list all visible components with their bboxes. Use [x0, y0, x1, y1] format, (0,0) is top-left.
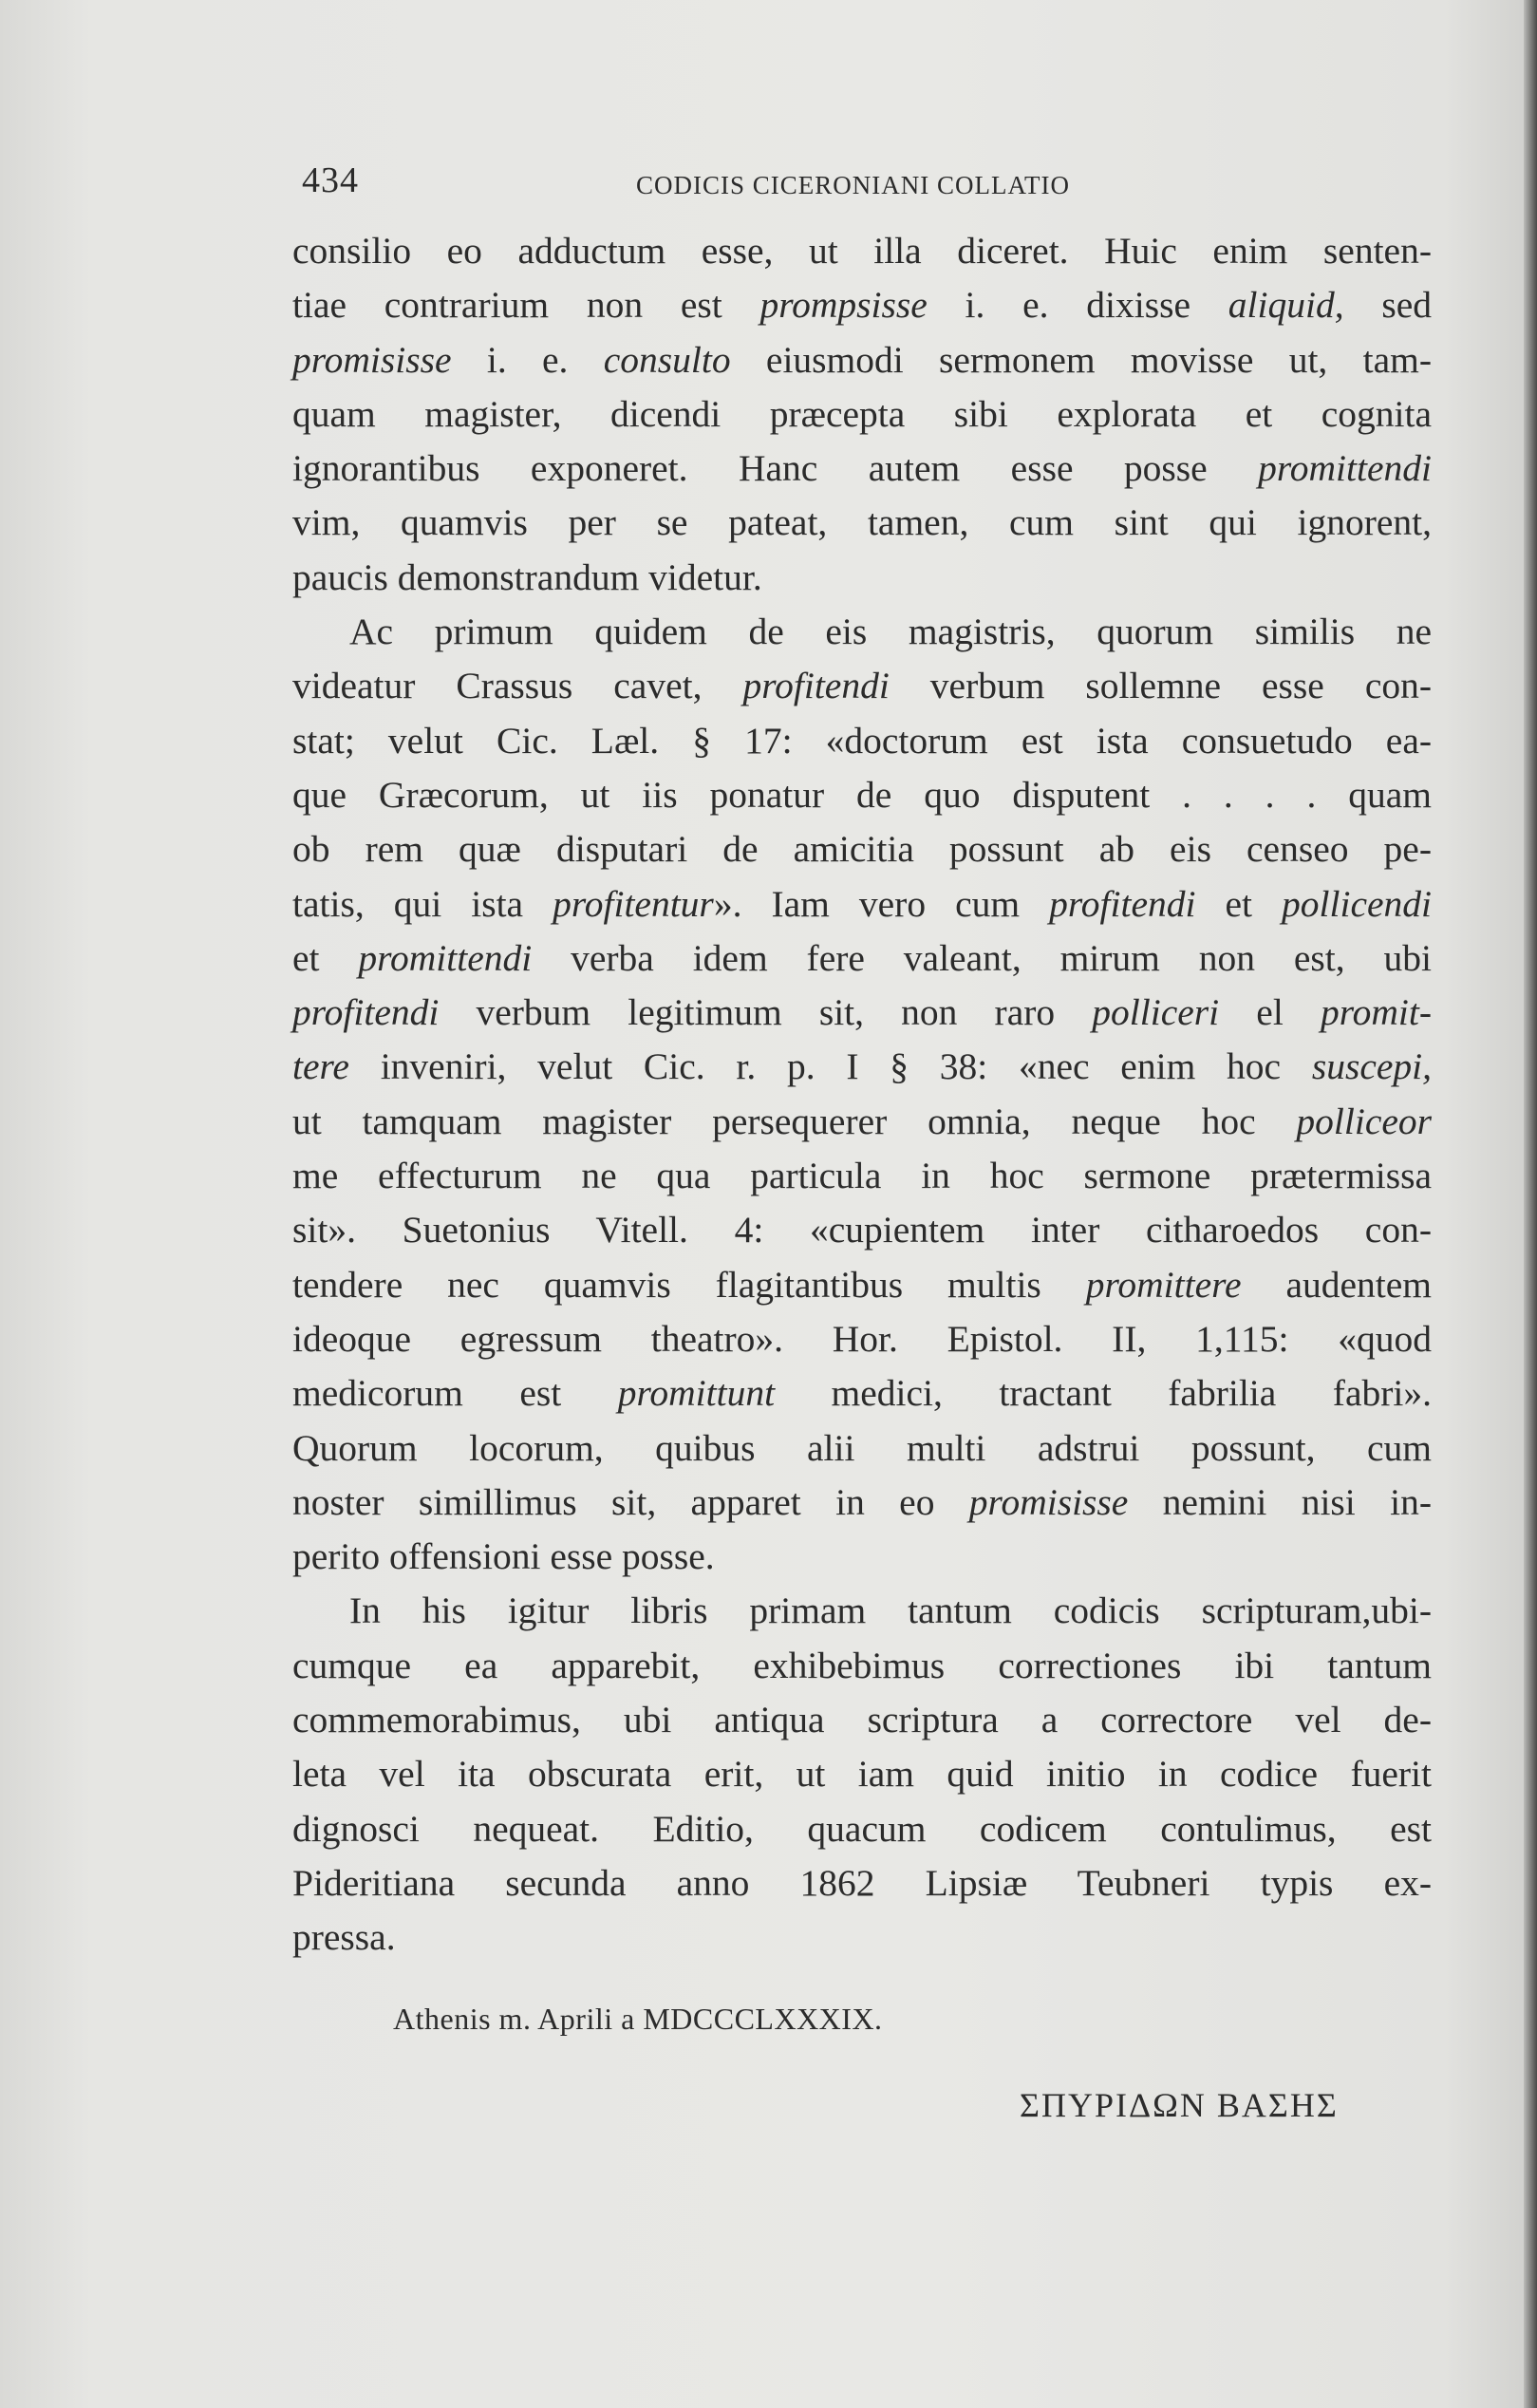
text-run: verbum legitimum sit, non raro: [439, 991, 1093, 1034]
text-line: [292, 714, 1432, 768]
text-line: [292, 1149, 1432, 1203]
italic-term: promittendi: [358, 936, 533, 979]
italic-term: pollicendi: [1282, 882, 1432, 925]
text-line: [292, 1258, 1432, 1312]
text-run: i. e.: [451, 338, 604, 381]
text-run: consilio eo adductum esse, ut illa diceret. Huic enim senten-: [292, 230, 1432, 272]
text-line: [292, 1910, 1432, 1965]
text-run: quam magister, dicendi præcepta sibi explorata et cognita: [292, 392, 1432, 435]
author-signature: ΣΠΥΡΙΔΩΝ ΒΑΣΗΣ: [1020, 2086, 1339, 2124]
text-run: me effecturum ne qua particula in hoc sermone prætermissa: [292, 1155, 1432, 1197]
text-run: et: [292, 936, 359, 979]
italic-term: promittunt: [617, 1372, 776, 1415]
italic-term: polliceor: [1296, 1100, 1432, 1142]
text-run: paucis demonstrandum videtur.: [292, 555, 762, 598]
text-line: [292, 442, 1432, 496]
text-run: medicorum est: [292, 1372, 618, 1415]
text-line: [292, 877, 1432, 931]
text-line: [292, 931, 1432, 986]
italic-term: prompsisse: [759, 284, 928, 327]
text-run: Quorum locorum, quibus alii multi adstrui possunt, cum: [292, 1426, 1432, 1469]
text-run: commemorabimus, ubi antiqua scriptura a correctore vel de-: [292, 1699, 1432, 1741]
text-run: noster simillimus sit, apparet in eo: [292, 1480, 969, 1523]
text-line: [292, 1639, 1432, 1693]
text-run: stat; velut Cic. Læl. § 17: «doctorum est ista consuetudo ea-: [292, 719, 1432, 762]
text-run: Pideritiana secunda anno 1862 Lipsiæ Teubneri typis ex-: [292, 1861, 1432, 1904]
text-line: [292, 224, 1432, 278]
text-line: [292, 822, 1432, 876]
text-run: ob rem quæ disputari de amicitia possunt ab eis censeo pe-: [292, 828, 1432, 871]
text-line: [292, 1747, 1432, 1801]
italic-term: promit-: [1320, 991, 1432, 1034]
text-run: Ac primum quidem de eis magistris, quorum similis ne: [349, 611, 1432, 653]
text-run: dignosci nequeat. Editio, quacum codicem contulimus, est: [292, 1807, 1432, 1850]
italic-term: profitendi: [1049, 882, 1196, 925]
italic-term: promittendi: [1258, 447, 1432, 490]
text-line: [292, 387, 1432, 442]
text-run: tatis, qui ista: [292, 882, 553, 925]
text-run: verba idem fere valeant, mirum non est, ubi: [532, 936, 1432, 979]
text-run: medici, tractant fabrilia fabri».: [775, 1372, 1432, 1415]
text-run: vim, quamvis per se pateat, tamen, cum sint qui ignorent,: [292, 501, 1432, 544]
italic-term: profitendi: [742, 665, 890, 707]
text-run: ut tamquam magister persequerer omnia, neque hoc: [292, 1100, 1297, 1142]
italic-term: promisisse: [292, 338, 452, 381]
text-line: [292, 496, 1432, 550]
text-line: [292, 659, 1432, 713]
text-run: inveniri, velut Cic. r. p. I § 38: «nec enim hoc: [348, 1045, 1312, 1088]
text-run: verbum sollemne esse con-: [889, 665, 1433, 707]
text-line: [292, 1856, 1432, 1910]
italic-term: aliquid,: [1228, 284, 1344, 327]
text-run: audentem: [1241, 1263, 1433, 1306]
text-line: [292, 1203, 1432, 1257]
text-line: [292, 1802, 1432, 1856]
text-line: [292, 768, 1432, 822]
page-edge-shadow: [1524, 0, 1537, 2408]
italic-term: promisisse: [968, 1480, 1129, 1523]
text-run: nemini nisi in-: [1128, 1480, 1432, 1523]
text-run: sed: [1343, 284, 1433, 327]
text-line: [292, 1530, 1432, 1584]
text-line: [292, 1584, 1432, 1638]
italic-term: suscepi,: [1311, 1045, 1432, 1088]
text-run: In his igitur libris primam tantum codicis scripturam,ubi-: [349, 1590, 1432, 1632]
italic-term: profitentur: [553, 882, 714, 925]
text-line: [292, 605, 1432, 659]
text-run: eiusmodi sermonem movisse ut, tam-: [730, 338, 1432, 381]
text-run: el: [1219, 991, 1321, 1034]
text-line: [292, 1312, 1432, 1366]
text-line: [292, 1366, 1432, 1420]
running-title: CODICIS CICERONIANI COLLATIO: [636, 171, 1070, 199]
text-run: perito offensioni esse posse.: [292, 1535, 715, 1578]
body-text: [292, 224, 1432, 1966]
text-run: tendere nec quamvis flagitantibus multis: [292, 1263, 1086, 1306]
text-line: [292, 551, 1432, 605]
page-number: 434: [302, 160, 359, 200]
text-line: [292, 1040, 1432, 1094]
text-run: ». Iam vero cum: [713, 882, 1050, 925]
text-line: [292, 1095, 1432, 1149]
page-header: [302, 160, 1432, 207]
text-run: ignorantibus exponeret. Hanc autem esse posse: [292, 447, 1259, 490]
italic-term: tere: [292, 1045, 349, 1088]
text-run: que Græcorum, ut iis ponatur de quo disputent . . . . quam: [292, 773, 1432, 816]
text-run: ideoque egressum theatro». Hor. Epistol. II, 1,115: «quod: [292, 1317, 1432, 1360]
italic-term: profitendi: [292, 991, 440, 1034]
text-run: pressa.: [292, 1916, 396, 1959]
text-run: videatur Crassus cavet,: [292, 665, 743, 707]
italic-term: promittere: [1085, 1263, 1242, 1306]
text-run: cumque ea apparebit, exhibebimus correctiones ibi tantum: [292, 1644, 1432, 1686]
text-line: [292, 1476, 1432, 1530]
text-line: [292, 1421, 1432, 1476]
text-run: tiae contrarium non est: [292, 284, 760, 327]
text-run: leta vel ita obscurata erit, ut iam quid initio in codice fuerit: [292, 1753, 1432, 1796]
text-line: [292, 1693, 1432, 1747]
italic-term: consulto: [603, 338, 731, 381]
italic-term: polliceri: [1092, 991, 1220, 1034]
text-run: i. e. dixisse: [927, 284, 1228, 327]
text-run: sit». Suetonius Vitell. 4: «cupientem inter citharoedos con-: [292, 1209, 1432, 1251]
text-line: [292, 278, 1432, 332]
text-line: [292, 986, 1432, 1040]
date-line: Athenis m. Aprili a MDCCCLXXXIX.: [393, 2002, 883, 2036]
text-run: et: [1195, 882, 1283, 925]
text-line: [292, 333, 1432, 387]
